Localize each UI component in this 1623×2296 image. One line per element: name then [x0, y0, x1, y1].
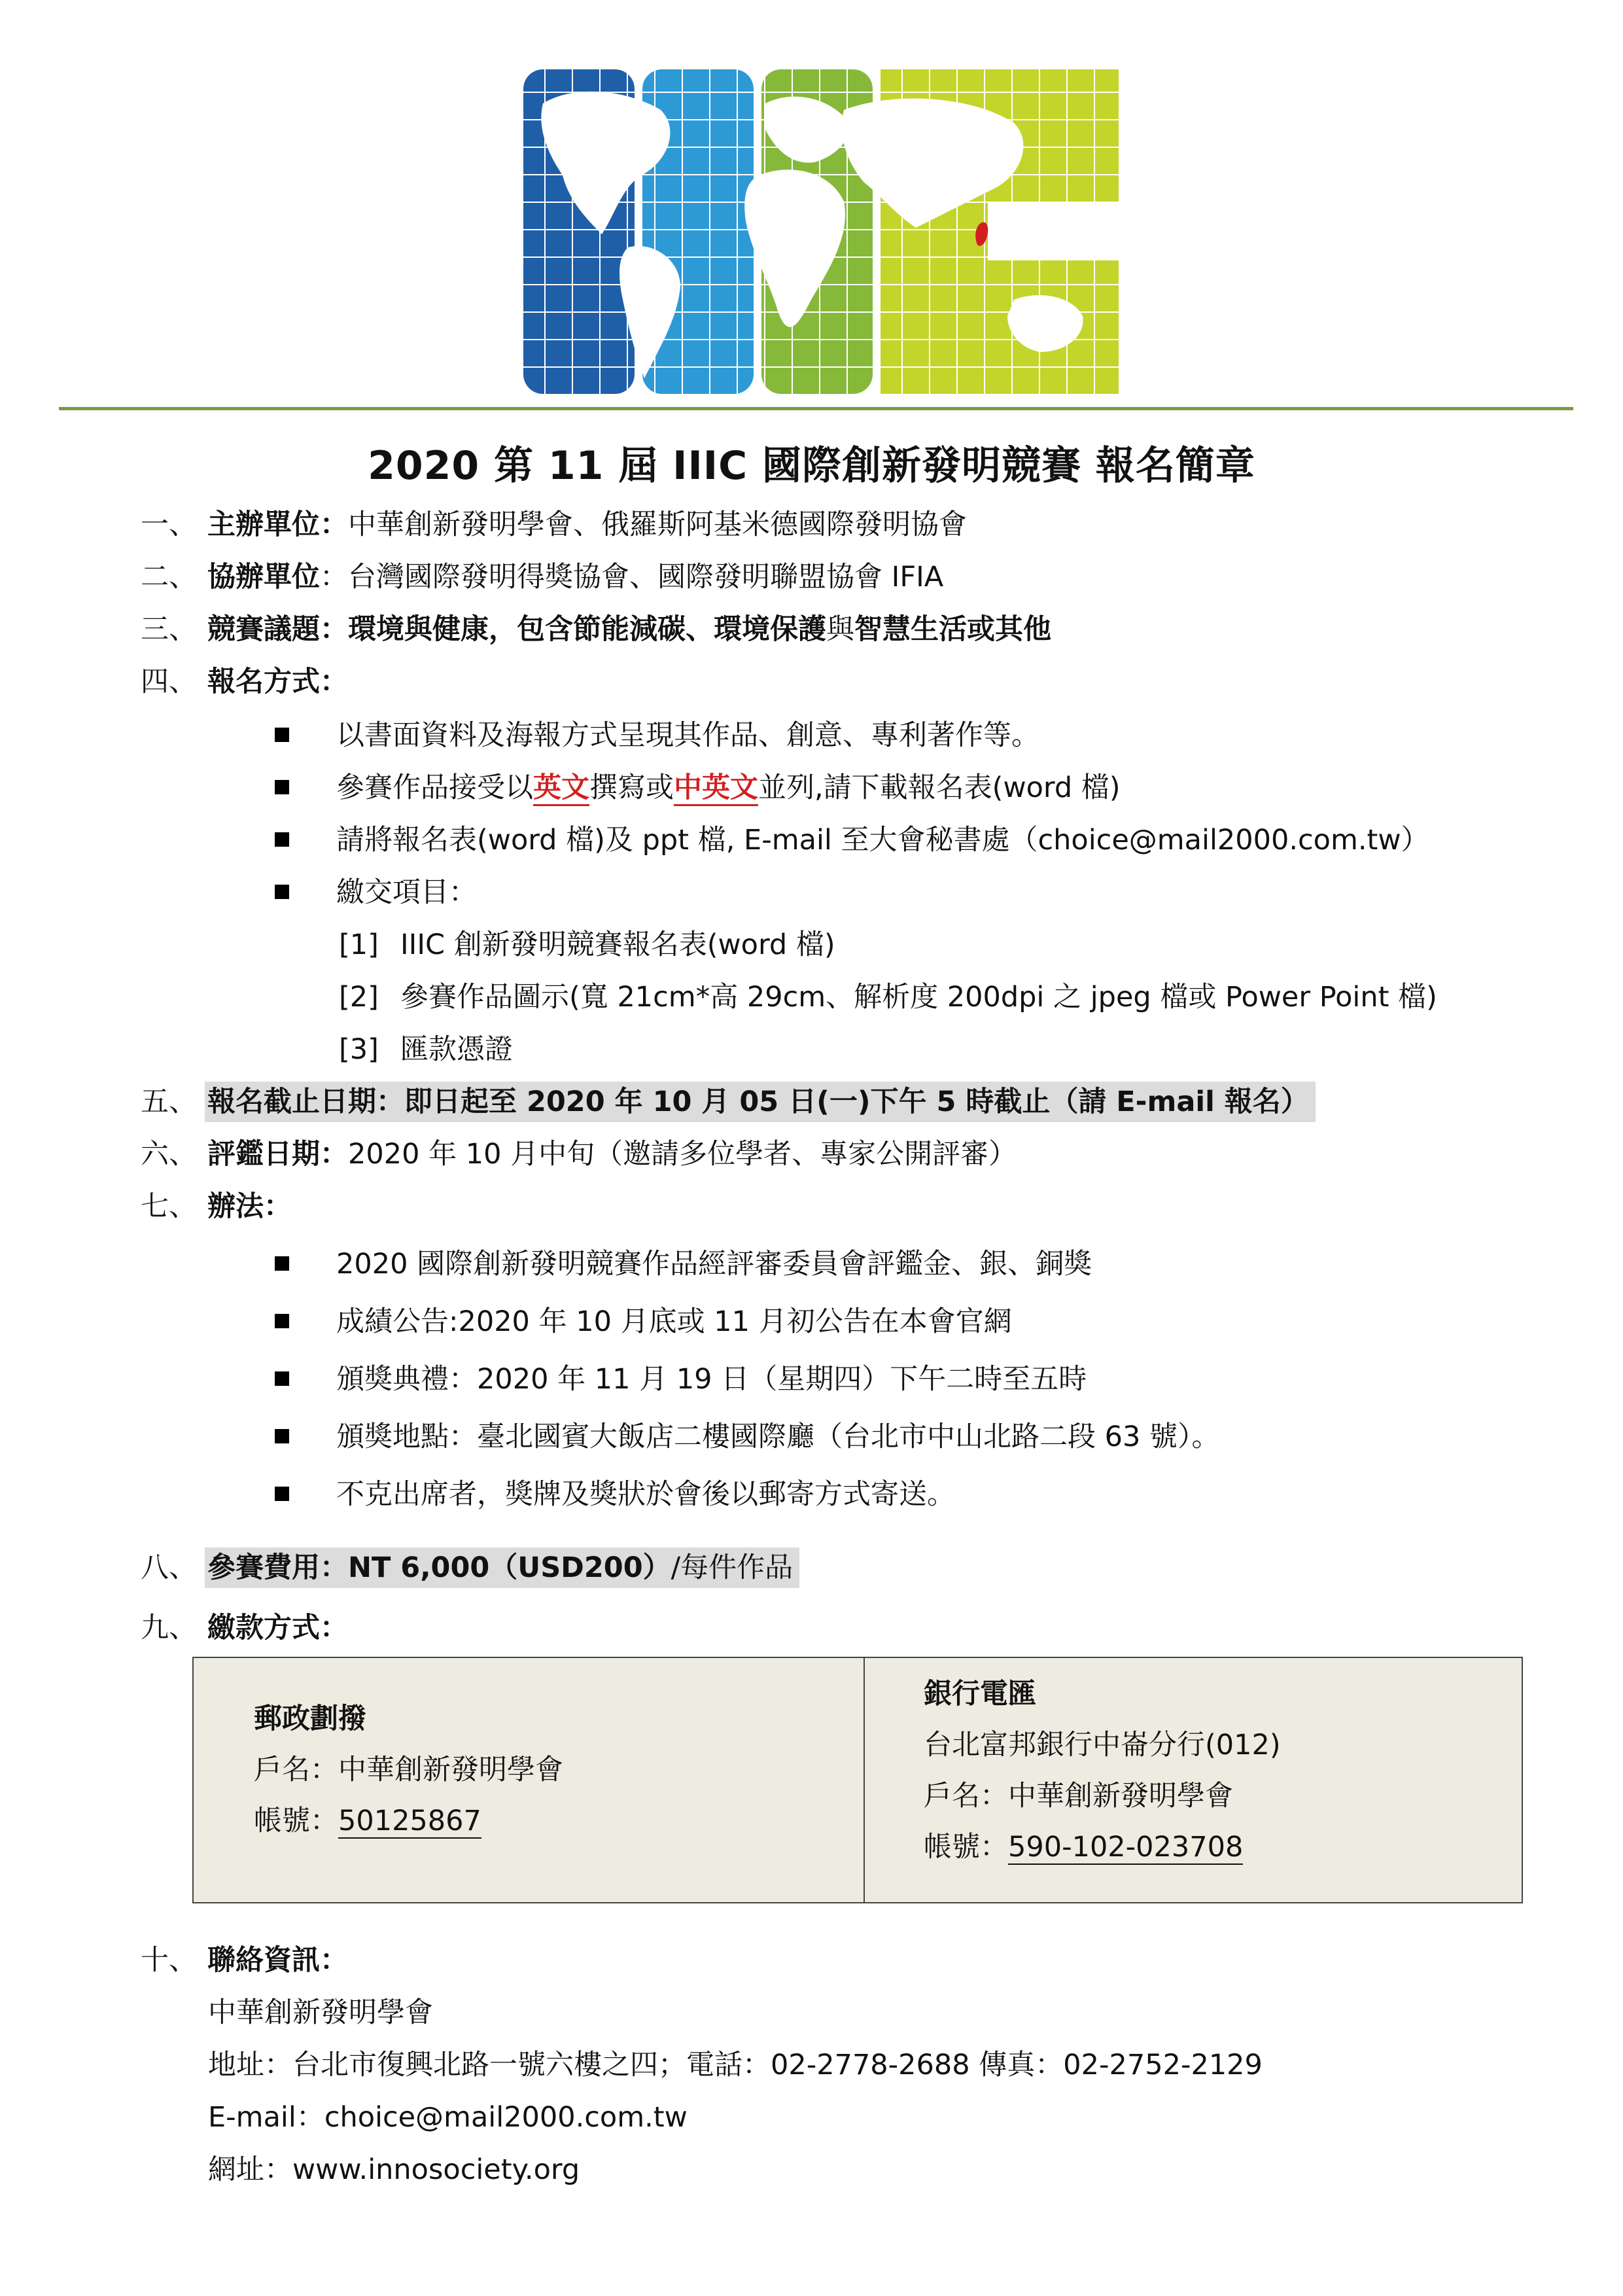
section-topic: 三、 競賽議題：環境與健康，包含節能減碳、環境保護與智慧生活或其他	[141, 613, 1051, 646]
list-item: 2020 國際創新發明競賽作品經評審委員會評鑑金、銀、銅獎	[275, 1245, 1092, 1284]
square-bullet-icon	[275, 1487, 289, 1501]
list-item: 頒獎地點：臺北國賓大飯店二樓國際廳（台北市中山北路二段 63 號）。	[275, 1417, 1220, 1457]
section-rules: 七、 辦法：	[141, 1190, 292, 1223]
square-bullet-icon	[275, 885, 289, 899]
square-bullet-icon	[275, 1314, 289, 1328]
square-bullet-icon	[275, 832, 289, 847]
postal-transfer-cell: 郵政劃撥 戶名：中華創新發明學會 帳號：50125867	[254, 1703, 563, 1837]
submission-item: [2] 參賽作品圖示(寬 21cm*高 29cm、解析度 200dpi 之 jpeg 檔或 Power Point 檔)	[339, 981, 1437, 1014]
iiic-logo	[517, 64, 1125, 399]
submission-item: [3] 匯款憑證	[339, 1033, 513, 1066]
header-divider	[59, 407, 1573, 410]
bank-transfer-cell: 銀行電匯 台北富邦銀行中崙分行(012) 戶名：中華創新發明學會 帳號：590-102-023708	[924, 1678, 1281, 1863]
section-organizer: 一、 主辦單位：中華創新發明學會、俄羅斯阿基米德國際發明協會	[141, 508, 967, 541]
section-payment: 九、 繳款方式：	[141, 1612, 348, 1644]
section-judging-date: 六、 評鑑日期：2020 年 10 月中旬（邀請多位學者、專家公開評審）	[141, 1138, 1017, 1171]
list-item: 參賽作品接受以英文撰寫或中英文並列,請下載報名表(word 檔)	[275, 768, 1121, 807]
submission-item: [1] IIIC 創新發明競賽報名表(word 檔)	[339, 928, 835, 961]
contact-address: 地址：台北市復興北路一號六樓之四；電話：02-2778-2688 傳真：02-2752-2129	[208, 2049, 1263, 2081]
table-divider	[864, 1658, 865, 1902]
list-item: 不克出席者，獎牌及獎狀於會後以郵寄方式寄送。	[275, 1475, 955, 1514]
list-item: 繳交項目：	[275, 873, 477, 912]
payment-table	[192, 1657, 1523, 1903]
list-item: 頒獎典禮：2020 年 11 月 19 日（星期四）下午二時至五時	[275, 1360, 1087, 1399]
section-contact: 十、 聯絡資訊：	[141, 1944, 348, 1977]
section-registration: 四、 報名方式：	[141, 665, 348, 698]
square-bullet-icon	[275, 1371, 289, 1386]
bank-account-number: 590-102-023708	[1008, 1831, 1244, 1863]
square-bullet-icon	[275, 728, 289, 742]
square-bullet-icon	[275, 1429, 289, 1443]
list-item: 請將報名表(word 檔)及 ppt 檔, E-mail 至大會秘書處（choice@mail2000.com.tw）	[275, 821, 1429, 860]
contact-website[interactable]: 網址：www.innosociety.org	[208, 2153, 580, 2186]
page-title: 2020 第 11 屆 IIIC 國際創新發明競賽 報名簡章	[368, 443, 1255, 489]
contact-email[interactable]: E-mail：choice@mail2000.com.tw	[208, 2101, 688, 2134]
section-deadline: 五、 報名截止日期：即日起至 2020 年 10 月 05 日(一)下午 5 時截止（請 E-mail 報名）	[141, 1082, 1316, 1122]
section-fee: 八、 參賽費用：NT 6,000（USD200）/每件作品	[141, 1548, 799, 1587]
section-co-organizer: 二、 協辦單位：台灣國際發明得獎協會、國際發明聯盟協會 IFIA	[141, 561, 944, 593]
square-bullet-icon	[275, 780, 289, 794]
contact-org: 中華創新發明學會	[208, 1996, 433, 2029]
postal-account-number: 50125867	[338, 1805, 481, 1837]
list-item: 成績公告:2020 年 10 月底或 11 月初公告在本會官網	[275, 1302, 1012, 1341]
list-item: 以書面資料及海報方式呈現其作品、創意、專利著作等。	[275, 716, 1039, 755]
square-bullet-icon	[275, 1256, 289, 1271]
